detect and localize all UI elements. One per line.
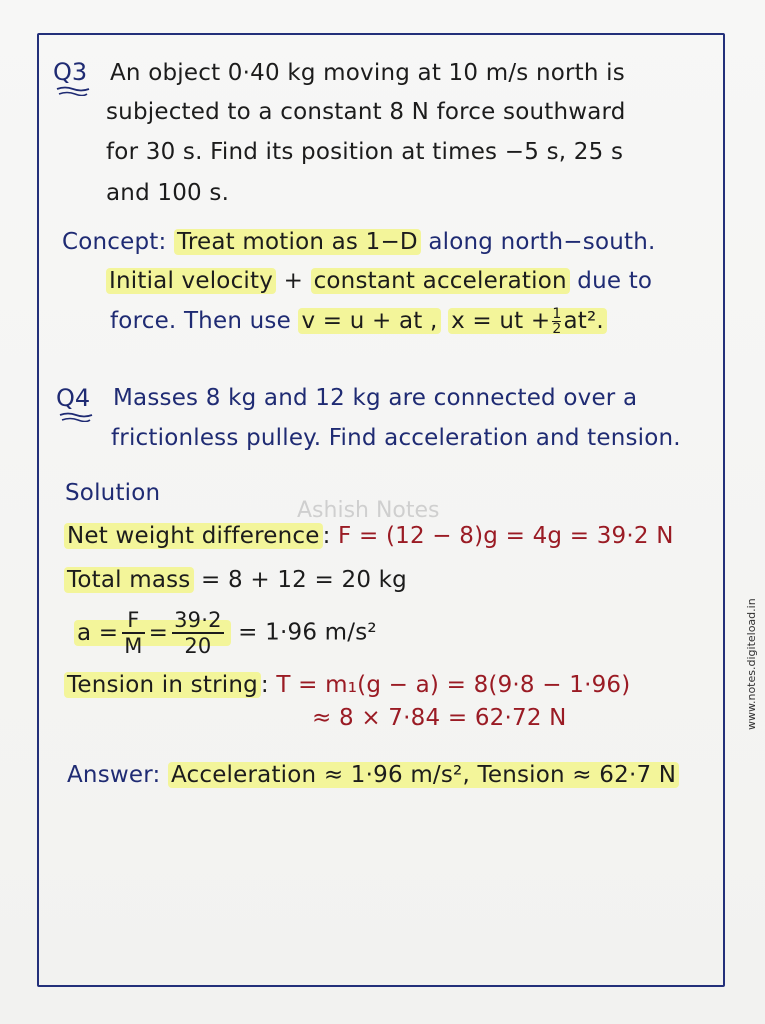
q3-line-2: subjected to a constant 8 N force southward: [106, 99, 626, 125]
value-denominator: 20: [184, 634, 212, 658]
force-numerator: F: [122, 608, 144, 634]
concept-line-3: [110, 306, 607, 336]
acceleration-line: [74, 608, 377, 658]
concept-text-2: due to: [577, 268, 653, 294]
tension-line-1: [64, 670, 630, 700]
half-fraction: [552, 307, 561, 336]
watermark: Ashish Notes: [297, 498, 440, 523]
net-weight-colon: :: [322, 523, 331, 549]
q3-line-4: and 100 s.: [106, 180, 230, 206]
tension-equation-1: T = m₁(g − a) = 8(9·8 − 1·96): [276, 672, 631, 698]
half-denominator: 2: [552, 321, 562, 337]
tension-colon: :: [260, 672, 269, 698]
acceleration-equals: =: [148, 619, 169, 646]
velocity-equation: v = u + at ,: [298, 308, 440, 334]
concept-highlight-1: Treat motion as 1−D: [174, 229, 421, 255]
concept-highlight-3: constant acceleration: [311, 268, 570, 294]
force-over-mass-fraction: [122, 608, 144, 658]
position-eq-part-2: at².: [563, 308, 604, 334]
half-numerator: 1: [552, 306, 562, 322]
q3-line-3: for 30 s. Find its position at times −5 s, 25 s: [106, 139, 624, 165]
concept-line-1: [62, 227, 656, 257]
net-weight-line: [64, 521, 674, 551]
tension-label: Tension in string: [64, 672, 261, 698]
concept-plus: +: [283, 268, 304, 294]
acceleration-formula: [74, 608, 231, 658]
q4-label: Q4: [56, 384, 91, 412]
value-fraction: [172, 608, 224, 658]
answer-highlight: Acceleration ≈ 1·96 m/s², Tension ≈ 62·7 N: [168, 762, 679, 788]
concept-highlight-2: Initial velocity: [106, 268, 276, 294]
mass-denominator: M: [124, 634, 143, 658]
net-weight-equation: F = (12 − 8)g = 4g = 39·2 N: [338, 523, 674, 549]
solution-heading: Solution: [65, 480, 161, 506]
q3-label: Q3: [53, 58, 88, 86]
acceleration-result: = 1·96 m/s²: [238, 619, 377, 646]
q3-line-1: An object 0·40 kg moving at 10 m/s north is: [110, 60, 625, 86]
position-eq-part-1: x = ut +: [451, 308, 551, 334]
concept-text-3: force. Then use: [110, 308, 291, 334]
total-mass-equation: = 8 + 12 = 20 kg: [201, 567, 407, 593]
net-weight-label: Net weight difference: [64, 523, 323, 549]
answer-label: Answer:: [67, 762, 161, 788]
q4-underline-icon: [58, 412, 94, 422]
concept-label: Concept:: [62, 229, 167, 255]
concept-line-2: [106, 266, 652, 296]
answer-line: [67, 760, 679, 790]
value-numerator: 39·2: [174, 608, 222, 632]
tension-equation-2: ≈ 8 × 7·84 = 62·72 N: [312, 705, 567, 731]
concept-text-1: along north−south.: [428, 229, 656, 255]
position-equation: [448, 306, 607, 337]
acceleration-label: a =: [77, 619, 119, 646]
total-mass-label: Total mass: [64, 567, 194, 593]
q3-underline-icon: [55, 86, 91, 96]
total-mass-line: [64, 565, 407, 595]
q4-line-2: frictionless pulley. Find acceleration and tension.: [111, 425, 681, 451]
side-url: www.notes.digiteload.in: [745, 598, 758, 730]
q4-line-1: Masses 8 kg and 12 kg are connected over a: [113, 385, 638, 411]
